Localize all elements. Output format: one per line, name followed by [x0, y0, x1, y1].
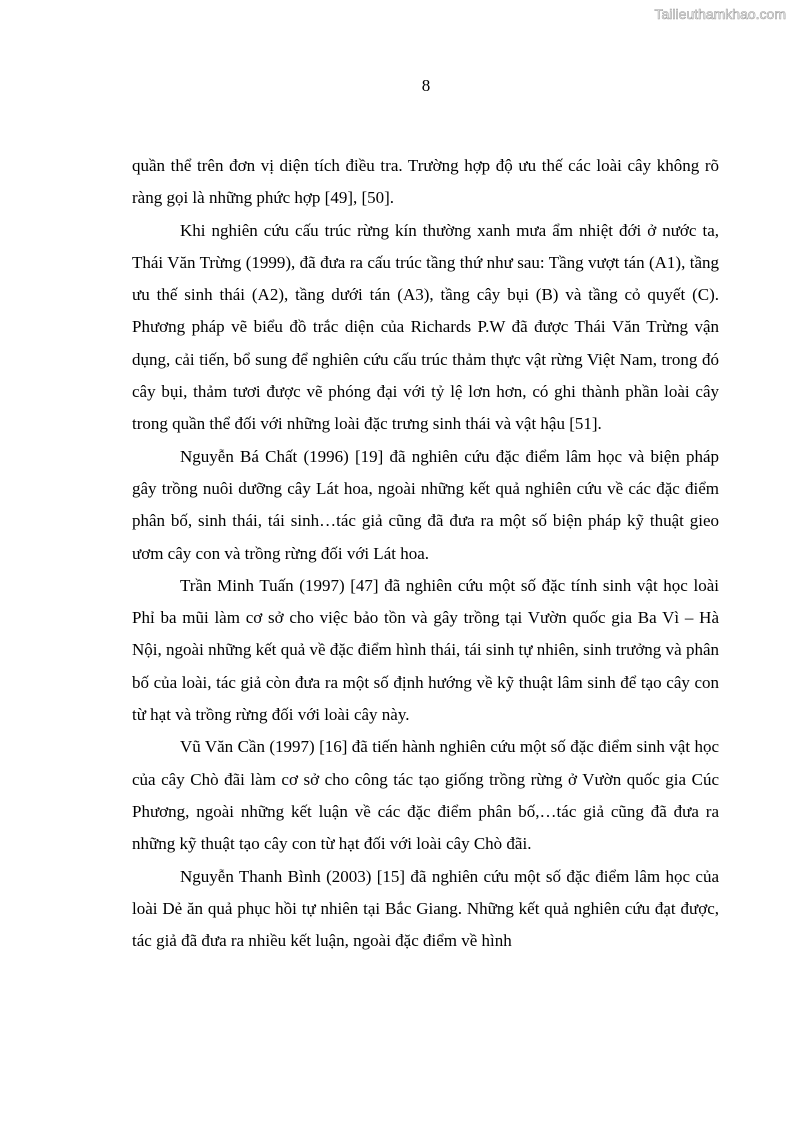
paragraph-tran-minh-tuan: Trần Minh Tuấn (1997) [47] đã nghiên cứu một số đặc tính sinh vật học loài Phỉ ba mũi làm cơ sở cho việc bảo tồn và gây trồng tại Vườn quốc gia Ba Vì – Hà Nội, ngoài những kết quả về đặc điểm hình thái, tái sinh tự nhiên, sinh trưởng và phân bố của loài, tác giả còn đưa ra một số định hướng về kỹ thuật lâm sinh để tạo cây con từ hạt và trồng rừng đối với loài cây này.	[132, 575, 719, 725]
paragraph-thai-van-trung: Khi nghiên cứu cấu trúc rừng kín thường xanh mưa ẩm nhiệt đới ở nước ta, Thái Văn Trừng (1999), đã đưa ra cấu trúc tầng thứ như sau: Tầng vượt tán (A1), tầng ưu thế sinh thái (A2), tầng dưới tán (A3), tầng cây bụi (B) và tầng cỏ quyết (C). Phương pháp vẽ biểu đồ trắc diện của Richards P.W đã được Thái Văn Trừng vận dụng, cải tiến, bổ sung để nghiên cứu cấu trúc thảm thực vật rừng Việt Nam, trong đó cây bụi, thảm tươi được vẽ phóng đại với tỷ lệ lơn hơn, có ghi thành phần loài cây trong quần thể đối với những loài đặc trưng sinh thái và vật hậu [51].	[132, 220, 719, 434]
paragraph-continuation: quần thể trên đơn vị diện tích điều tra. Trường hợp độ ưu thế các loài cây không rõ ràng gọi là những phức hợp [49], [50].	[132, 156, 719, 208]
page-number: 8	[421, 76, 431, 95]
paragraph-nguyen-ba-chat: Nguyễn Bá Chất (1996) [19] đã nghiên cứu đặc điểm lâm học và biện pháp gây trồng nuôi dưỡng cây Lát hoa, ngoài những kết quả nghiên cứu về các đặc điểm phân bố, sinh thái, tái sinh…tác giả cũng đã đưa ra một số biện pháp kỹ thuật gieo ươm cây con và trồng rừng đối với Lát hoa.	[132, 446, 719, 563]
watermark: Tailieuthamkhao.com	[654, 6, 786, 22]
document-body	[132, 150, 719, 957]
paragraph-nguyen-thanh-binh: Nguyễn Thanh Bình (2003) [15] đã nghiên cứu một số đặc điểm lâm học của loài Dẻ ăn quả phục hồi tự nhiên tại Bắc Giang. Những kết quả nghiên cứu đạt được, tác giả đã đưa ra nhiều kết luận, ngoài đặc điểm về hình	[132, 866, 719, 951]
paragraph-vu-van-can: Vũ Văn Cần (1997) [16] đã tiến hành nghiên cứu một số đặc điểm sinh vật học của cây Chò đãi làm cơ sở cho công tác tạo giống trồng rừng ở Vườn quốc gia Cúc Phương, ngoài những kết luận về các đặc điểm phân bố,…tác giả cũng đã đưa ra những kỹ thuật tạo cây con từ hạt đối với loài cây Chò đãi.	[132, 737, 719, 854]
